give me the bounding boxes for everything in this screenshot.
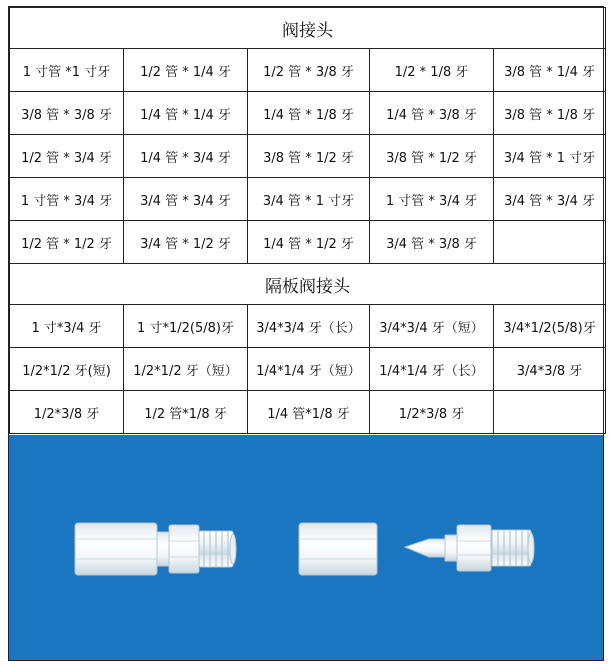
- table-cell: 1/2 管 * 1/4 牙: [124, 49, 248, 92]
- table-cell: 3/4*3/4 牙（短）: [370, 305, 494, 348]
- table-cell: 3/8 管 * 1/2 牙: [370, 135, 494, 178]
- table-cell: 3/4 管 * 3/4 牙: [494, 178, 606, 221]
- table-cell: 3/8 管 * 1/2 牙: [248, 135, 370, 178]
- table-cell: 1 寸管 * 3/4 牙: [10, 178, 124, 221]
- fitting-assembled: [75, 523, 236, 575]
- table-cell: 1/4 管 * 1/2 牙: [248, 221, 370, 264]
- table-cell: 3/4*1/2(5/8)牙: [494, 305, 606, 348]
- table-cell: 3/8 管 * 1/8 牙: [494, 92, 606, 135]
- table-cell: 3/4 管 * 3/8 牙: [370, 221, 494, 264]
- table-cell: 1/2 管 * 1/2 牙: [10, 221, 124, 264]
- table-row: [10, 92, 606, 135]
- table-row: [10, 135, 606, 178]
- table-cell: 1/2 管 * 3/8 牙: [248, 49, 370, 92]
- fitting-nut: [299, 523, 377, 575]
- table-cell: 1 寸*1/2(5/8)牙: [124, 305, 248, 348]
- table-cell: 3/8 管 * 1/4 牙: [494, 49, 606, 92]
- table-row: [10, 221, 606, 264]
- table-cell: 1/4 管 * 3/8 牙: [370, 92, 494, 135]
- table-row: [10, 305, 606, 348]
- fitting-barb: [405, 525, 534, 571]
- product-spec-sheet: [8, 6, 604, 661]
- table-cell: 3/8 管 * 3/8 牙: [10, 92, 124, 135]
- product-photo: [9, 435, 603, 660]
- table-cell: 1 寸*3/4 牙: [10, 305, 124, 348]
- table-cell: 1/2 管*1/8 牙: [124, 391, 248, 434]
- table-cell-empty: [494, 391, 606, 434]
- table-cell: 3/4 管 * 1/2 牙: [124, 221, 248, 264]
- table-cell: 1/2*3/8 牙: [10, 391, 124, 434]
- table-row: [10, 178, 606, 221]
- table-cell: 1/4*1/4 牙（长）: [370, 348, 494, 391]
- table-cell: 1/4*1/4 牙（短）: [248, 348, 370, 391]
- table-cell: 1/2*1/2 牙（短）: [124, 348, 248, 391]
- spec-table: [9, 7, 606, 434]
- table-cell: 1/4 管 * 1/4 牙: [124, 92, 248, 135]
- table-cell: 1/4 管 * 1/8 牙: [248, 92, 370, 135]
- table-cell: 3/4*3/4 牙（长）: [248, 305, 370, 348]
- table-cell: 3/4*3/8 牙: [494, 348, 606, 391]
- section-title-valve-fittings: 阀接头: [10, 8, 606, 49]
- table-cell: 3/4 管 * 1 寸牙: [494, 135, 606, 178]
- section-title-bulkhead-fittings: 隔板阀接头: [10, 264, 606, 305]
- table-cell: 3/4 管 * 1 寸牙: [248, 178, 370, 221]
- table-cell: 1/2 管 * 3/4 牙: [10, 135, 124, 178]
- table-cell-empty: [494, 221, 606, 264]
- table-row: [10, 391, 606, 434]
- table-cell: 1/4 管*1/8 牙: [248, 391, 370, 434]
- table-row: [10, 49, 606, 92]
- table-cell: 1/2*3/8 牙: [370, 391, 494, 434]
- table-cell: 1 寸管 *1 寸牙: [10, 49, 124, 92]
- table-cell: 3/4 管 * 3/4 牙: [124, 178, 248, 221]
- table-cell: 1 寸管 * 3/4 牙: [370, 178, 494, 221]
- table-cell: 1/2*1/2 牙(短): [10, 348, 124, 391]
- table-row: [10, 348, 606, 391]
- table-cell: 1/2 * 1/8 牙: [370, 49, 494, 92]
- table-cell: 1/4 管 * 3/4 牙: [124, 135, 248, 178]
- fittings-illustration: [9, 435, 603, 660]
